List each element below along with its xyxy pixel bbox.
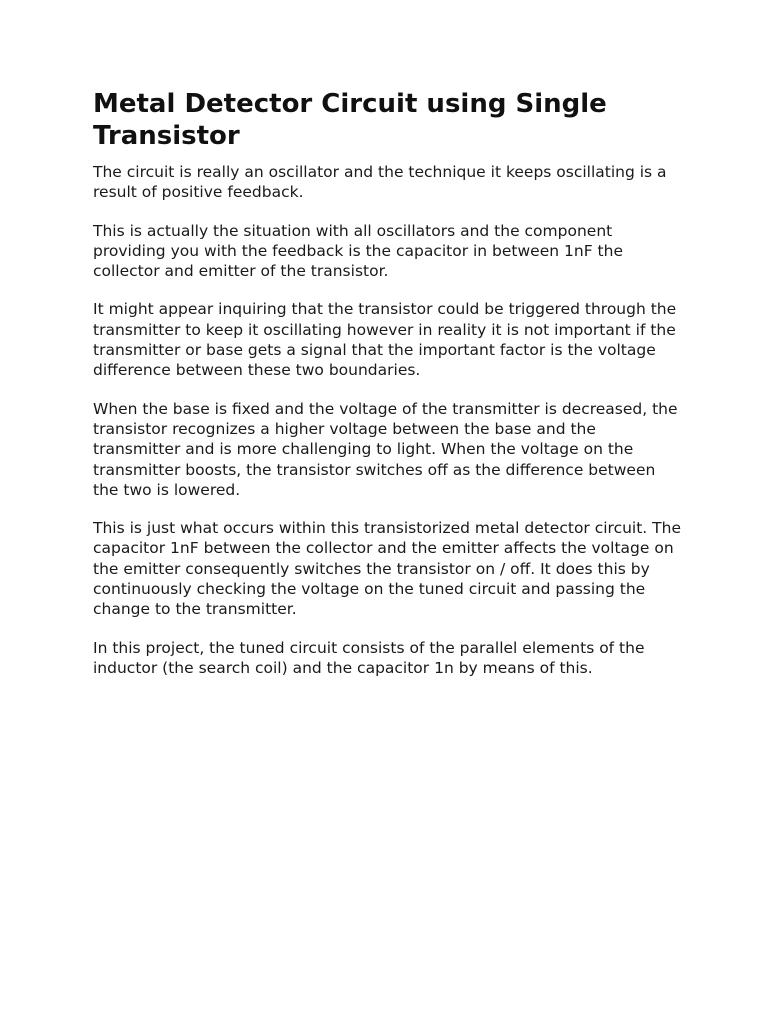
paragraph-4: When the base is fixed and the voltage of the transmitter is decreased, the transistor recognizes a higher voltage between the base and the transmitter and is more challenging to light. When the voltage on the transmitter boosts, the transistor switches off as the difference between the two is lowered.	[93, 399, 678, 499]
document-title: Metal Detector Circuit using Single Transistor	[93, 89, 607, 151]
document-page	[93, 88, 683, 678]
paragraph-5: This is just what occurs within this transistorized metal detector circuit. The capacitor 1nF between the collector and the emitter affects the voltage on the emitter consequently switches the transistor on / off. It does this by continuously checking the voltage on the tuned circuit and passing the change to the transmitter.	[93, 519, 681, 619]
paragraph-2: This is actually the situation with all oscillators and the component providing you with the feedback is the capacitor in between 1nF the collector and emitter of the transistor.	[93, 221, 623, 281]
paragraph-1: The circuit is really an oscillator and the technique it keeps oscillating is a result of positive feedback.	[93, 163, 667, 202]
paragraph-3: It might appear inquiring that the transistor could be triggered through the transmitter to keep it oscillating however in reality it is not important if the transmitter or base gets a signal that the important factor is the voltage difference between these two boundaries.	[93, 300, 677, 380]
paragraph-6: In this project, the tuned circuit consists of the parallel elements of the inductor (the search coil) and the capacitor 1n by means of this.	[93, 638, 645, 677]
